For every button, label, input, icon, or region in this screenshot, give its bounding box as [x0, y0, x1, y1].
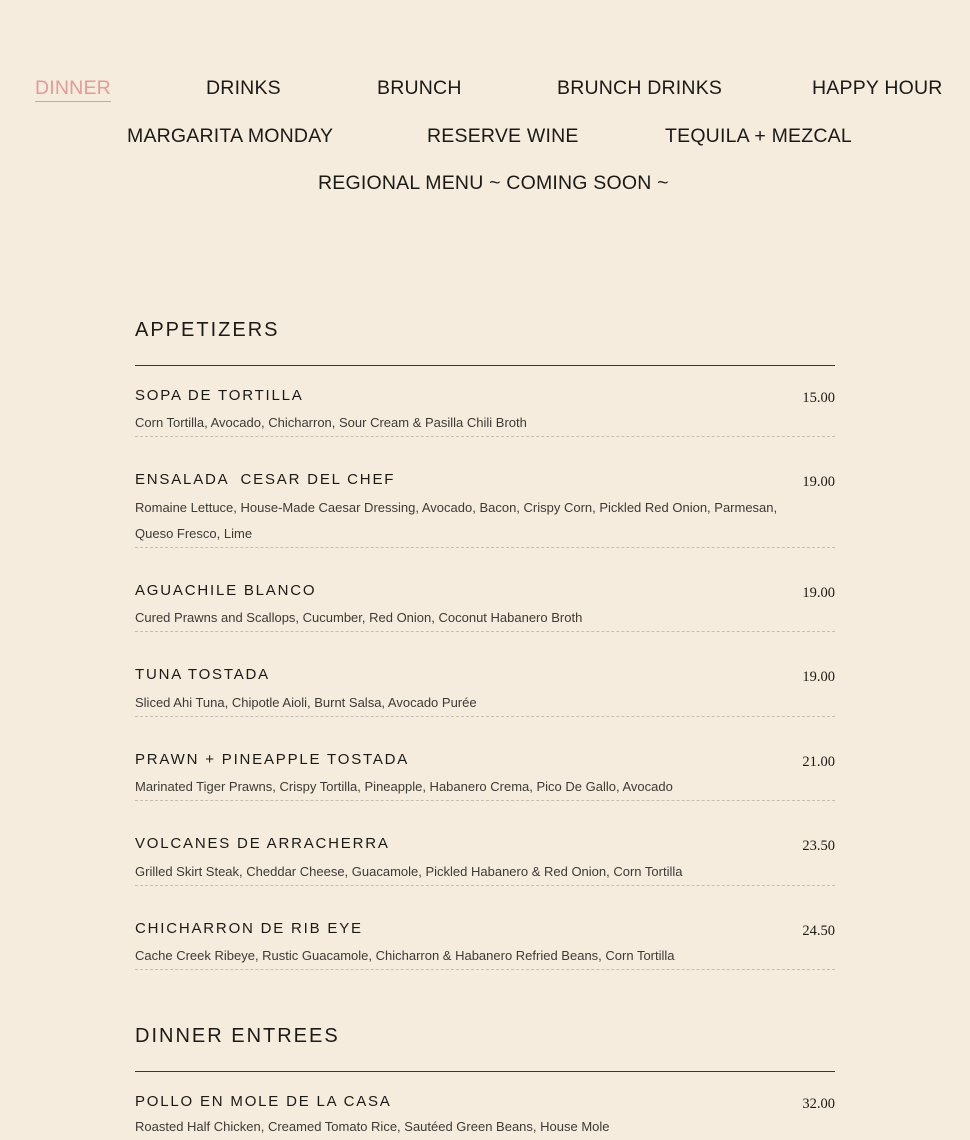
item-price: 21.00 [802, 754, 835, 770]
item-price: 19.00 [802, 474, 835, 490]
item-description: Roasted Half Chicken, Creamed Tomato Rice, Sautéed Green Beans, House Mole [135, 1119, 610, 1134]
item-name: AGUACHILE BLANCO [135, 582, 317, 599]
item-description: Cache Creek Ribeye, Rustic Guacamole, Chicharron & Habanero Refried Beans, Corn Tortilla [135, 948, 675, 963]
item-name: CHICHARRON DE RIB EYE [135, 920, 363, 937]
item-price: 32.00 [802, 1096, 835, 1112]
nav-link-brunch[interactable]: BRUNCH [377, 77, 462, 99]
nav-link-tequila-mezcal[interactable]: TEQUILA + MEZCAL [665, 125, 852, 147]
nav-link-happy-hour[interactable]: HAPPY HOUR [812, 77, 943, 99]
nav-link-brunch-drinks[interactable]: BRUNCH DRINKS [557, 77, 723, 99]
menu-item [135, 834, 835, 886]
menu-item [135, 750, 835, 801]
menu-item [135, 1092, 835, 1134]
menu-item [135, 386, 835, 437]
section-title-appetizers: APPETIZERS [135, 319, 280, 341]
item-description: Corn Tortilla, Avocado, Chicharron, Sour Cream & Pasilla Chili Broth [135, 415, 527, 430]
item-price: 24.50 [802, 923, 835, 939]
section-divider [135, 1071, 835, 1072]
nav-row-1 [0, 76, 970, 106]
item-price: 19.00 [802, 585, 835, 601]
item-price: 23.50 [802, 838, 835, 854]
item-name: TUNA TOSTADA [135, 666, 270, 683]
item-description: Sliced Ahi Tuna, Chipotle Aioli, Burnt Salsa, Avocado Purée [135, 695, 477, 710]
item-price: 15.00 [802, 390, 835, 406]
section-title-dinner-entrees: DINNER ENTREES [135, 1025, 340, 1047]
item-name: PRAWN + PINEAPPLE TOSTADA [135, 751, 410, 768]
item-description: Romaine Lettuce, House-Made Caesar Dressing, Avocado, Bacon, Crispy Corn, Pickled Red Onion, Parmesan, Queso Fresco, Lime [135, 500, 778, 541]
nav-link-regional-menu[interactable]: REGIONAL MENU ~ COMING SOON ~ [318, 172, 669, 194]
item-name: ENSALADA CESAR DEL CHEF [135, 471, 396, 488]
menu-item [135, 665, 835, 717]
nav-row-2 [0, 124, 970, 154]
nav-row-3 [0, 171, 970, 201]
item-description: Cured Prawns and Scallops, Cucumber, Red Onion, Coconut Habanero Broth [135, 610, 583, 625]
item-description: Grilled Skirt Steak, Cheddar Cheese, Guacamole, Pickled Habanero & Red Onion, Corn Tortilla [135, 864, 683, 879]
item-name: POLLO EN MOLE DE LA CASA [135, 1093, 392, 1110]
nav-link-margarita-monday[interactable]: MARGARITA MONDAY [127, 125, 334, 147]
item-name: VOLCANES DE ARRACHERRA [135, 835, 390, 852]
item-price: 19.00 [802, 669, 835, 685]
nav-link-drinks[interactable]: DRINKS [206, 77, 281, 99]
item-description: Marinated Tiger Prawns, Crispy Tortilla, Pineapple, Habanero Crema, Pico De Gallo, Avocado [135, 779, 673, 794]
section-divider [135, 365, 835, 366]
nav-link-dinner[interactable]: DINNER [35, 76, 111, 102]
nav-link-reserve-wine[interactable]: RESERVE WINE [427, 125, 579, 147]
item-name: SOPA DE TORTILLA [135, 387, 304, 404]
menu-item [135, 581, 835, 632]
menu-item [135, 919, 835, 970]
menu-item [135, 470, 835, 548]
